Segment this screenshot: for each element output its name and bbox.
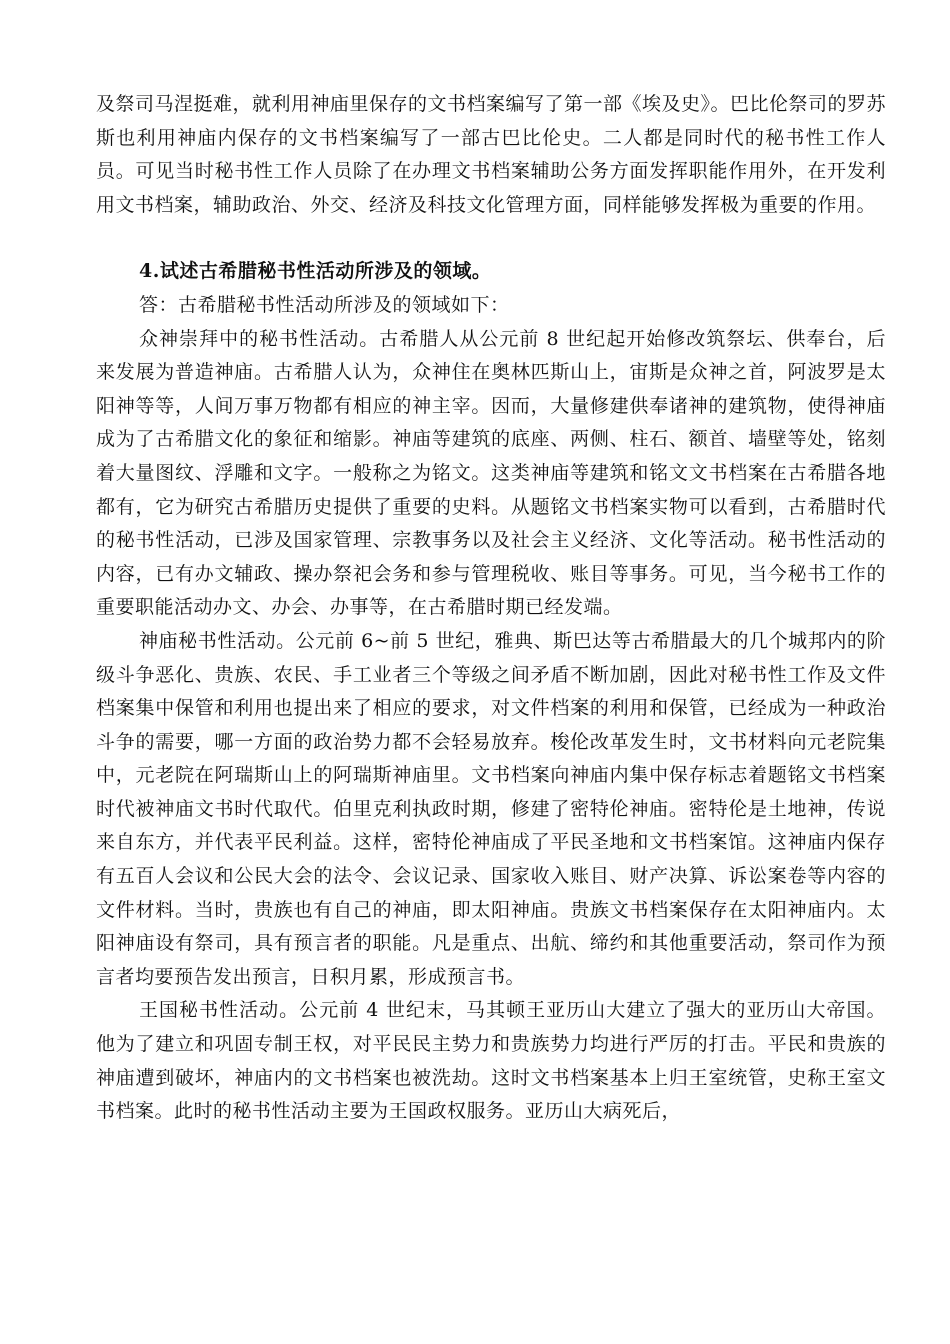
paragraph-temple: 神庙秘书性活动。公元前 6~前 5 世纪，雅典、斯巴达等古希腊最大的几个城邦内的阶级斗争恶化、贵族、农民、手工业者三个等级之间矛盾不断加剧，因此对秘书性工作及文件档案集中保管和利用也提出来了相应的要求，对文件档案的利用和保管，已经成为一种政治斗争的需要，哪一方面的政治势力都不会轻易放弃。梭伦改革发生时，文书材料向元老院集中，元老院在阿瑞斯山上的阿瑞斯神庙里。文书档案向神庙内集中保存标志着题铭文书档案时代被神庙文书时代取代。伯里克利执政时期，修建了密特伦神庙。密特伦是土地神，传说来自东方，并代表平民利益。这样，密特伦神庙成了平民圣地和文书档案馆。这神庙内保存有五百人会议和公民大会的法令、会议记录、国家收入账目、财产决算、诉讼案卷等内容的文件材料。当时，贵族也有自己的神庙，即太阳神庙。贵族文书档案保存在太阳神庙内。太阳神庙设有祭司，具有预言者的职能。凡是重点、出航、缔约和其他重要活动，祭司作为预言者均要预告发出预言，日积月累，形成预言书。 [96, 629, 886, 988]
document-page [96, 88, 886, 1129]
question-heading: 4.试述古希腊秘书性活动所涉及的领域。 [139, 260, 492, 283]
answer-intro: 答：古希腊秘书性活动所涉及的领域如下： [139, 293, 510, 316]
paragraph-kingdom: 王国秘书性活动。公元前 4 世纪末，马其顿王亚历山大建立了强大的亚历山大帝国。他为了建立和巩固专制王权，对平民民主势力和贵族势力均进行严厉的打击。平民和贵族的神庙遭到破坏，神庙内的文书档案也被洗劫。这时文书档案基本上归王室统管，史称王室文书档案。此时的秘书性活动主要为王国政权服务。亚历山大病死后， [96, 999, 886, 1123]
intro-paragraph: 及祭司马涅挺难，就利用神庙里保存的文书档案编写了第一部《埃及史》。巴比伦祭司的罗苏斯也利用神庙内保存的文书档案编写了一部古巴比伦史。二人都是同时代的秘书性工作人员。可见当时秘书性工作人员除了在办理文书档案辅助公务方面发挥职能作用外，在开发利用文书档案，辅助政治、外交、经济及科技文化管理方面，同样能够发挥极为重要的作用。 [96, 93, 887, 216]
paragraph-worship: 众神崇拜中的秘书性活动。古希腊人从公元前 8 世纪起开始修改筑祭坛、供奉台，后来发展为普造神庙。古希腊人认为，众神住在奥林匹斯山上，宙斯是众神之首，阿波罗是太阳神等等，人间万事万物都有相应的神主宰。因而，大量修建供奉诸神的建筑物，使得神庙成为了古希腊文化的象征和缩影。神庙等建筑的底座、两侧、柱石、额首、墙壁等处，铭刻着大量图纹、浮雕和文字。一般称之为铭文。这类神庙等建筑和铭文文书档案在古希腊各地都有，它为研究古希腊历史提供了重要的史料。从题铭文书档案实物可以看到，古希腊时代的秘书性活动，已涉及国家管理、宗教事务以及社会主义经济、文化等活动。秘书性活动的内容，已有办文辅政、操办祭祀会务和参与管理税收、账目等事务。可见，当今秘书工作的重要职能活动办文、办会、办事等，在古希腊时期已经发端。 [96, 327, 886, 619]
